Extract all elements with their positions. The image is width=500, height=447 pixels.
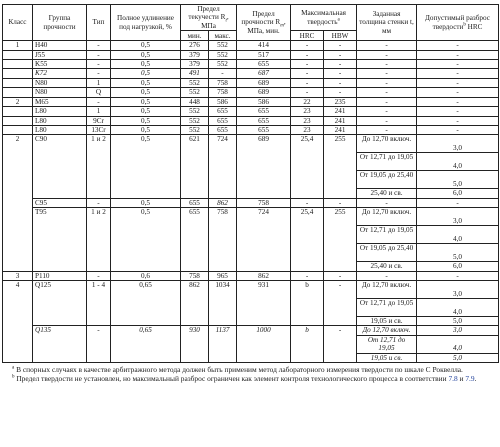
cell-yield-max: 655 [209,125,237,134]
footnote-b-text: Предел твердости не установлен, но максимальный разброс ограничен как элемент контроля технологического процесса в соответствии [14,374,449,384]
cell-spread: - [417,198,499,207]
cell-wall: До 12,70 включ. [357,208,417,226]
cell-tensile: 689 [237,135,291,198]
cell-tensile: 655 [237,60,291,69]
cell-hrc: 23 [291,116,324,125]
cell-hrc: 22 [291,97,324,106]
table-row [3,88,499,97]
cell-yield-max: 552 [209,50,237,59]
cell-tensile: 689 [237,78,291,87]
header-hbw: HBW [324,31,357,41]
cell-class: 3 [3,271,33,280]
table-row [3,97,499,106]
table-row [3,60,499,69]
cell-group: H40 [33,41,87,50]
cell-hbw: - [324,78,357,87]
cell-class [3,125,33,134]
cell-hbw: 241 [324,116,357,125]
header-elongation: Полное удлинение под нагрузкой, % [111,5,181,41]
cell-spread: 3,0 [417,135,499,153]
cell-yield-max: 758 [209,78,237,87]
cell-spread: 3,0 [417,208,499,226]
header-tensile-label: Предел прочности R [241,10,281,27]
footnote-a [2,365,498,374]
header-class: Класс [3,5,33,41]
cell-hbw: - [324,280,357,325]
cell-hbw: - [324,69,357,78]
cell-spread: - [417,88,499,97]
cell-elongation: 0,5 [111,50,181,59]
cell-class [3,60,33,69]
cell-tensile: 1000 [237,326,291,363]
cell-group: N80 [33,78,87,87]
table-row [3,280,499,298]
cell-hbw: - [324,41,357,50]
cell-spread: - [417,107,499,116]
cell-wall: До 12,70 включ. [357,280,417,298]
cell-hrc: - [291,78,324,87]
cell-wall: От 19,05 до 25,40 [357,244,417,262]
cell-yield-min: 655 [181,208,209,271]
cell-elongation: 0,5 [111,208,181,271]
cell-class: 1 [3,41,33,50]
header-spread-label: Допустимый разброс твердости [425,14,490,31]
cell-yield-max: 552 [209,60,237,69]
cell-group: J55 [33,50,87,59]
cell-hbw: 241 [324,125,357,134]
footnote-b-and: и [457,374,466,384]
cell-wall: От 19,05 до 25,40 [357,171,417,189]
table-row [3,326,499,335]
cell-yield-max: - [209,69,237,78]
cell-spread: 4,0 [417,298,499,316]
cell-wall: - [357,271,417,280]
cell-spread: 4,0 [417,335,499,353]
header-wall: Заданная толщина стенки t, мм [357,5,417,41]
cell-wall: От 12,71 до 19,05 [357,226,417,244]
cell-group: N80 [33,88,87,97]
cell-class [3,88,33,97]
cell-hrc: - [291,60,324,69]
cell-type: - [87,50,111,59]
cell-yield-min: 552 [181,107,209,116]
header-spread [417,5,499,41]
cell-elongation: 0,5 [111,69,181,78]
cell-wall: - [357,69,417,78]
header-type: Тип [87,5,111,41]
cell-tensile: 414 [237,41,291,50]
cell-spread: 4,0 [417,153,499,171]
cell-yield-min: 655 [181,198,209,207]
footnote-b-end: . [474,374,477,384]
table-row [3,41,499,50]
cell-yield-max: 586 [209,97,237,106]
cell-spread: 4,0 [417,226,499,244]
cell-group: K55 [33,60,87,69]
cell-group: T95 [33,208,87,271]
cell-wall: - [357,50,417,59]
header-tensile-unit: , МПа, мин. [247,18,286,35]
cell-wall: От 12,71 до 19,05 [357,298,417,316]
cell-group: L80 [33,125,87,134]
cell-wall: - [357,125,417,134]
cell-wall: 19,05 и св. [357,353,417,362]
table-row [3,125,499,134]
header-hrc: HRC [291,31,324,41]
cell-wall: От 12,71 до 19,05 [357,153,417,171]
header-max: макс. [209,31,237,41]
cell-yield-min: 862 [181,280,209,325]
cell-wall: - [357,60,417,69]
cell-type: 1 и 2 [87,135,111,198]
cell-group: L80 [33,107,87,116]
table-row [3,198,499,207]
cell-elongation: 0,5 [111,125,181,134]
cell-class [3,78,33,87]
cell-yield-min: 621 [181,135,209,198]
cell-group: K72 [33,69,87,78]
header-spread-unit: HRC [465,22,483,31]
cell-hbw: 235 [324,97,357,106]
cell-wall: - [357,78,417,87]
cell-class [3,116,33,125]
cell-type: - [87,41,111,50]
cell-hrc: b [291,280,324,325]
footnote-a-mark: a [12,365,15,371]
cell-spread: 6,0 [417,262,499,271]
cell-hbw: 241 [324,107,357,116]
cell-hbw: - [324,50,357,59]
footnote-b-mark: b [12,374,15,380]
cell-elongation: 0,5 [111,135,181,198]
cell-yield-min: 491 [181,69,209,78]
table-row [3,78,499,87]
cell-elongation: 0,5 [111,88,181,97]
header-hardness-label: Максимальная твердость [301,9,346,26]
cell-class [3,50,33,59]
footnotes [2,365,498,383]
table-row [3,208,499,226]
cell-yield-max: 862 [209,198,237,207]
cell-spread: - [417,50,499,59]
header-yield-label: Предел текучести R [188,5,226,22]
cell-hbw: - [324,271,357,280]
cell-wall: - [357,88,417,97]
cell-class: 2 [3,135,33,271]
cell-hbw: - [324,88,357,97]
cell-wall: - [357,97,417,106]
table-row [3,116,499,125]
cell-wall: От 12,71 до 19,05 [357,335,417,353]
cell-elongation: 0,65 [111,280,181,325]
cell-group: Q135 [33,326,87,363]
cell-tensile: 724 [237,208,291,271]
cell-group: C90 [33,135,87,198]
cell-type: Q [87,88,111,97]
cell-group: C95 [33,198,87,207]
header-hardness [291,5,357,31]
cell-spread: - [417,271,499,280]
cell-spread: 3,0 [417,326,499,335]
cell-tensile: 586 [237,97,291,106]
cell-yield-min: 379 [181,50,209,59]
cell-group: L80 [33,116,87,125]
cell-yield-max: 965 [209,271,237,280]
cell-spread: - [417,78,499,87]
cell-hrc: - [291,50,324,59]
document-page [2,4,498,383]
cell-wall: - [357,41,417,50]
clause-link-7-9[interactable]: 7.9 [465,374,475,384]
cell-class: 2 [3,97,33,106]
cell-class [3,107,33,116]
cell-yield-max: 724 [209,135,237,198]
cell-elongation: 0,5 [111,97,181,106]
cell-spread: 5,0 [417,316,499,325]
cell-elongation: 0,5 [111,60,181,69]
table-row [3,135,499,153]
cell-elongation: 0,5 [111,41,181,50]
cell-hbw: - [324,326,357,363]
cell-type: 1 [87,107,111,116]
cell-type: - [87,97,111,106]
cell-hrc: - [291,198,324,207]
cell-spread: 5,0 [417,353,499,362]
table-row [3,107,499,116]
cell-spread: - [417,97,499,106]
cell-yield-min: 758 [181,271,209,280]
cell-elongation: 0,5 [111,78,181,87]
cell-type: 1 - 4 [87,280,111,325]
clause-link-7-8[interactable]: 7.8 [448,374,458,384]
cell-spread: - [417,116,499,125]
cell-class: 4 [3,280,33,362]
cell-elongation: 0,5 [111,198,181,207]
header-yield-sub: t [225,18,227,24]
cell-type: 13Cr [87,125,111,134]
cell-yield-max: 758 [209,208,237,271]
cell-tensile: 655 [237,125,291,134]
header-min: мин. [181,31,209,41]
cell-type: 1 [87,78,111,87]
cell-elongation: 0,5 [111,116,181,125]
cell-class [3,69,33,78]
cell-hbw: 255 [324,135,357,198]
cell-hrc: 23 [291,125,324,134]
cell-tensile: 689 [237,88,291,97]
cell-yield-max: 552 [209,41,237,50]
cell-spread: 6,0 [417,189,499,198]
cell-wall: - [357,198,417,207]
cell-yield-min: 552 [181,116,209,125]
cell-type: - [87,69,111,78]
cell-elongation: 0,65 [111,326,181,363]
cell-yield-min: 552 [181,78,209,87]
cell-spread: 5,0 [417,171,499,189]
cell-hrc: 23 [291,107,324,116]
cell-hrc: b [291,326,324,363]
header-spread-sup: b [463,22,466,28]
cell-elongation: 0,6 [111,271,181,280]
cell-wall: До 12,70 включ. [357,135,417,153]
cell-wall: - [357,116,417,125]
cell-yield-min: 552 [181,125,209,134]
table-row [3,50,499,59]
cell-elongation: 0,5 [111,107,181,116]
cell-type: - [87,271,111,280]
cell-type: 1 и 2 [87,208,111,271]
cell-tensile: 655 [237,107,291,116]
cell-spread: - [417,125,499,134]
table-row [3,69,499,78]
cell-yield-min: 448 [181,97,209,106]
table-row [3,271,499,280]
footnote-b [2,374,498,383]
cell-group: P110 [33,271,87,280]
cell-spread: - [417,60,499,69]
header-hardness-sup: a [337,17,340,23]
cell-type: - [87,60,111,69]
cell-type: - [87,326,111,363]
cell-hrc: - [291,41,324,50]
cell-yield-max: 1137 [209,326,237,363]
cell-hrc: - [291,88,324,97]
cell-tensile: 931 [237,280,291,325]
cell-group: M65 [33,97,87,106]
cell-yield-min: 930 [181,326,209,363]
cell-yield-max: 655 [209,116,237,125]
cell-spread: - [417,41,499,50]
header-tensile-sub: m [280,23,284,29]
cell-hbw: - [324,60,357,69]
cell-hbw: - [324,198,357,207]
mechanical-properties-table [2,4,499,363]
cell-yield-max: 1034 [209,280,237,325]
cell-spread: 5,0 [417,244,499,262]
cell-wall: 19,05 и св. [357,316,417,325]
header-group: Группа прочности [33,5,87,41]
cell-hrc: 25,4 [291,135,324,198]
cell-spread: - [417,69,499,78]
cell-hrc: - [291,271,324,280]
cell-wall: 25,40 и св. [357,189,417,198]
cell-wall: 25,40 и св. [357,262,417,271]
cell-yield-min: 276 [181,41,209,50]
cell-type: 9Cr [87,116,111,125]
header-yield [181,5,237,31]
footnote-a-text: В спорных случаях в качестве арбитражного метода должен быть применим метод лабораторного измерения твердости по шкале С Роквелла. [14,365,463,375]
cell-yield-min: 379 [181,60,209,69]
header-tensile [237,5,291,41]
cell-hbw: 255 [324,208,357,271]
cell-type: - [87,198,111,207]
cell-wall: До 12,70 включ. [357,326,417,335]
cell-tensile: 758 [237,198,291,207]
cell-yield-max: 758 [209,88,237,97]
cell-yield-min: 552 [181,88,209,97]
cell-tensile: 517 [237,50,291,59]
cell-group: Q125 [33,280,87,325]
cell-wall: - [357,107,417,116]
cell-tensile: 862 [237,271,291,280]
header-yield-unit: , МПа [201,13,229,30]
cell-yield-max: 655 [209,107,237,116]
cell-hrc: 25,4 [291,208,324,271]
cell-spread: 3,0 [417,280,499,298]
cell-tensile: 687 [237,69,291,78]
cell-hrc: - [291,69,324,78]
cell-tensile: 655 [237,116,291,125]
